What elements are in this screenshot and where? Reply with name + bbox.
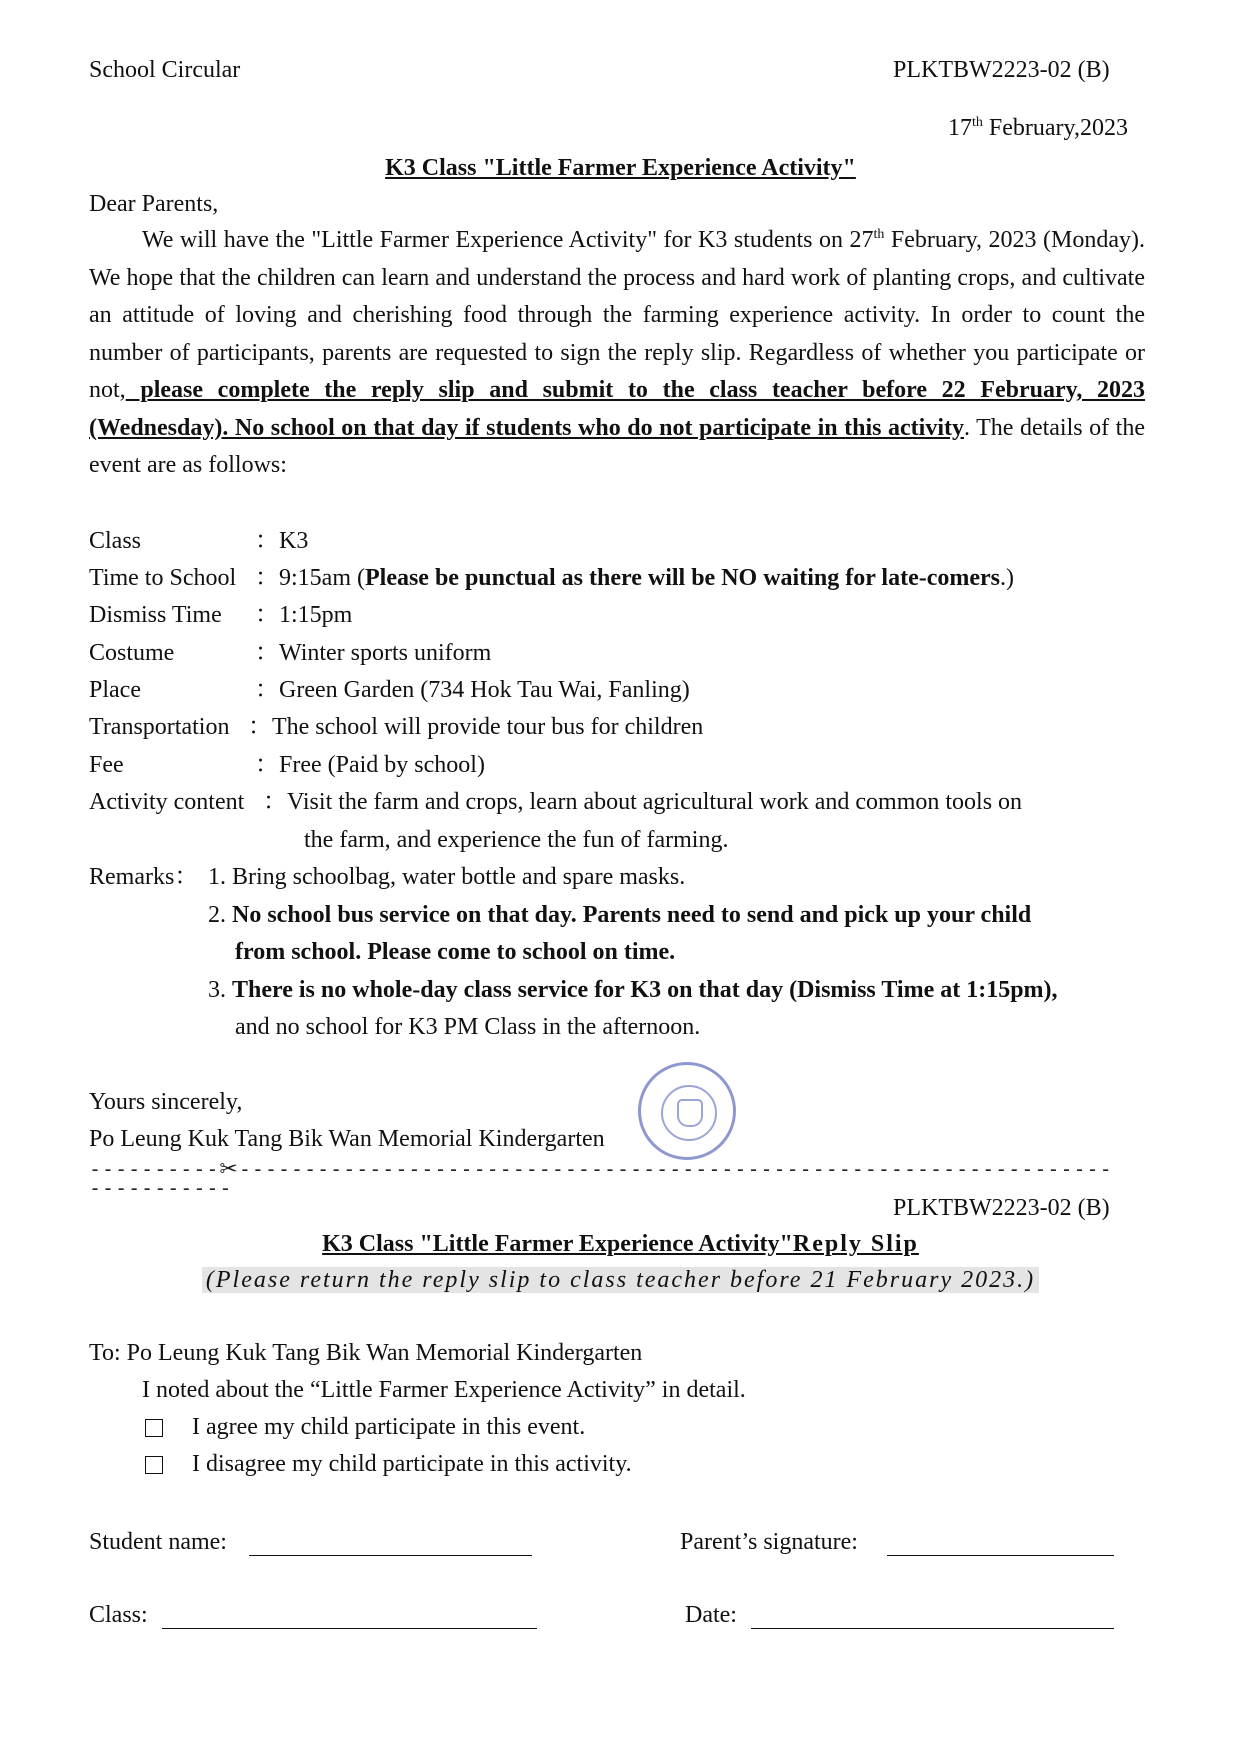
disagree-label: I disagree my child participate in this activity. [192, 1451, 632, 1477]
scissors-icon: ✂ [219, 1157, 239, 1182]
reply-noted: I noted about the “Little Farmer Experience Activity” in detail. [142, 1377, 746, 1403]
school-seal [638, 1062, 736, 1160]
page-title: K3 Class "Little Farmer Experience Activity" [385, 155, 856, 181]
detail-value: the farm, and experience the fun of farming. [304, 827, 729, 853]
date-field[interactable] [751, 1628, 1114, 1629]
detail-label: Time to School [89, 565, 237, 591]
detail-label: Dismiss Time [89, 602, 222, 628]
class-field[interactable] [162, 1628, 537, 1629]
detail-value: ：1:15pm [255, 602, 353, 628]
detail-label: Costume [89, 640, 175, 666]
parent-signature-field[interactable] [887, 1555, 1114, 1556]
reply-reference-number: PLKTBW2223-02 (B) [893, 1195, 1110, 1221]
detail-value: ：K3 [255, 528, 309, 554]
school-name: Po Leung Kuk Tang Bik Wan Memorial Kindergarten [89, 1126, 605, 1152]
reply-to: To: Po Leung Kuk Tang Bik Wan Memorial Kindergarten [89, 1340, 643, 1366]
circular-label: School Circular [89, 57, 241, 83]
detail-label: Place [89, 677, 141, 703]
detail-value: ：Visit the farm and crops, learn about agricultural work and common tools on [263, 789, 1023, 815]
greeting: Dear Parents, [89, 191, 219, 217]
agree-label: I agree my child participate in this event. [192, 1414, 586, 1440]
closing-line: Yours sincerely, [89, 1089, 243, 1115]
detail-value: ：Free (Paid by school) [255, 752, 485, 778]
class-label: Class: [89, 1602, 148, 1628]
student-name-label: Student name: [89, 1529, 227, 1555]
parent-signature-label: Parent’s signature: [680, 1529, 858, 1555]
cut-line: ----------✂------------------------------------------------------------------------------ [89, 1157, 1113, 1200]
reference-number: PLKTBW2223-02 (B) [893, 57, 1110, 83]
detail-value: ：Green Garden (734 Hok Tau Wai, Fanling) [255, 677, 690, 703]
reply-deadline-note: (Please return the reply slip to class teacher before 21 February 2023.) [0, 1262, 1241, 1300]
detail-label: Fee [89, 752, 124, 778]
agree-checkbox[interactable] [145, 1419, 163, 1437]
remark-item-cont: from school. Please come to school on time. [235, 939, 676, 965]
detail-value: ：The school will provide tour bus for children [248, 714, 704, 740]
remark-item: 3. There is no whole-day class service for K3 on that day (Dismiss Time at 1:15pm), [208, 977, 1058, 1003]
body-paragraph: We will have the "Little Farmer Experience Activity" for K3 students on 27th February, 2023 (Monday). We hope that the children can learn and understand the process and hard work of planting crops, and cultivate an attitude of loving and cherishing food through the farming experience activity. In order to count the number of participants, parents are requested to sign the reply slip. Regardless of whether you participate or not, please complete the reply slip and submit to the class teacher before 22 February, 2023 (Wednesday). No school on that day if students who do not participate in this activity. The details of the event are as follows: [89, 227, 1145, 478]
detail-value: ：Winter sports uniform [255, 640, 492, 666]
date-label: Date: [685, 1602, 737, 1628]
detail-label: Class [89, 528, 142, 554]
remark-item: 1. Bring schoolbag, water bottle and spare masks. [208, 864, 686, 890]
remark-item-cont: and no school for K3 PM Class in the afternoon. [235, 1014, 701, 1040]
circular-date: 17th February,2023 [948, 115, 1128, 141]
detail-label: Transportation [89, 714, 230, 740]
reply-slip-title: K3 Class "Little Farmer Experience Activity"Reply Slip [322, 1231, 919, 1257]
student-name-field[interactable] [249, 1555, 532, 1556]
detail-value: ：9:15am (Please be punctual as there will be NO waiting for late-comers.) [255, 565, 1015, 591]
disagree-checkbox[interactable] [145, 1456, 163, 1474]
remark-item: 2. No school bus service on that day. Parents need to send and pick up your child [208, 902, 1032, 928]
detail-label: Activity content [89, 789, 245, 815]
remarks-label: Remarks： [89, 864, 199, 890]
